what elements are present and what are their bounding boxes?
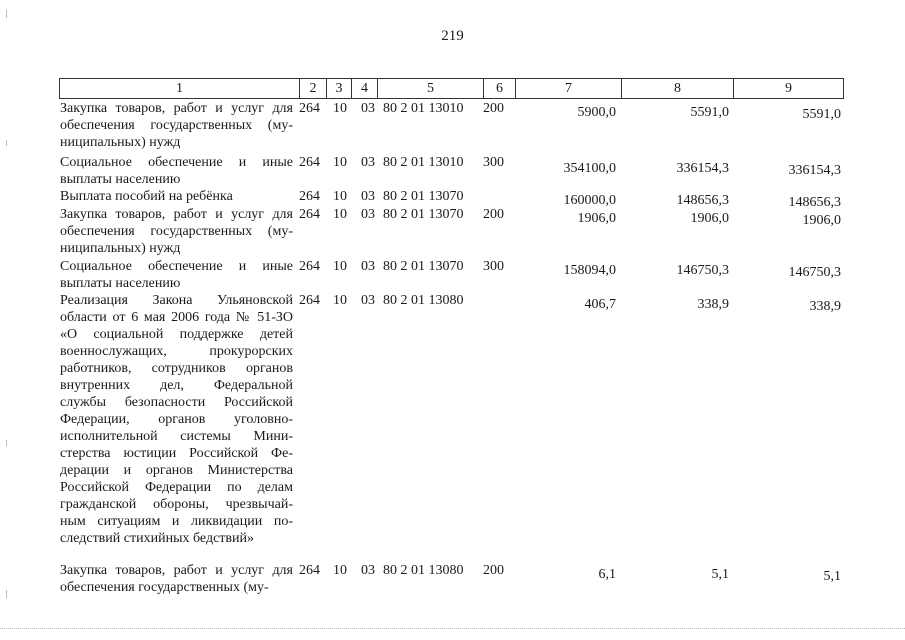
description-line: следствий стихийных бедствий» <box>60 531 255 546</box>
header-col-7: 7 <box>515 78 621 99</box>
description-line: ниципальных) нужд <box>60 135 181 150</box>
description-line: Российской Федерации по делам <box>60 480 293 495</box>
row-code-vr: 200 <box>483 563 504 578</box>
margin-mark <box>6 440 7 446</box>
description-line: Социальное обеспечение и иные <box>60 155 293 170</box>
header-col-1: 1 <box>59 78 299 99</box>
row-code-csr: 80 2 01 13070 <box>383 259 464 274</box>
row-value-col8: 1906,0 <box>690 211 729 226</box>
description-line: Федерации, органов уголовно- <box>60 412 293 427</box>
row-value-col8: 5,1 <box>711 567 729 582</box>
row-value-col8: 148656,3 <box>676 193 729 208</box>
row-code-rz: 10 <box>333 259 347 274</box>
row-code-vr: 200 <box>483 101 504 116</box>
description-line: ным ситуациям и ликвидации по- <box>60 514 293 529</box>
row-value-col9: 338,9 <box>809 299 841 314</box>
row-code-pr: 03 <box>361 189 375 204</box>
row-code-rz: 10 <box>333 189 347 204</box>
row-code-gr: 264 <box>299 189 320 204</box>
description-line: ниципальных) нужд <box>60 241 181 256</box>
description-line: внутренних дел, Федеральной <box>60 378 293 393</box>
row-value-col9: 148656,3 <box>788 195 841 210</box>
header-col-6: 6 <box>483 78 515 99</box>
margin-mark <box>6 10 7 18</box>
row-value-col7: 158094,0 <box>563 263 616 278</box>
row-code-csr: 80 2 01 13080 <box>383 563 464 578</box>
row-value-col7: 1906,0 <box>577 211 616 226</box>
row-code-pr: 03 <box>361 207 375 222</box>
row-description <box>60 100 293 151</box>
row-code-csr: 80 2 01 13070 <box>383 207 464 222</box>
row-code-csr: 80 2 01 13010 <box>383 101 464 116</box>
description-line: Реализация Закона Ульяновской <box>60 293 293 308</box>
row-value-col9: 146750,3 <box>788 265 841 280</box>
row-code-pr: 03 <box>361 259 375 274</box>
row-code-pr: 03 <box>361 101 375 116</box>
row-code-pr: 03 <box>361 563 375 578</box>
header-col-9: 9 <box>733 78 844 99</box>
description-line: «О социальной поддержке детей <box>60 327 293 342</box>
description-line: стерства юстиции Российской Фе- <box>60 446 293 461</box>
row-code-rz: 10 <box>333 563 347 578</box>
description-line: обеспечения государственных (му- <box>60 580 269 595</box>
description-line: Закупка товаров, работ и услуг для <box>60 563 293 578</box>
row-code-gr: 264 <box>299 293 320 308</box>
description-line: области от 6 мая 2006 года № 51-ЗО <box>60 310 293 325</box>
description-line: выплаты населению <box>60 276 181 291</box>
header-col-5: 5 <box>377 78 483 99</box>
row-code-rz: 10 <box>333 207 347 222</box>
description-line: Выплата пособий на ребёнка <box>60 189 233 204</box>
row-code-vr: 300 <box>483 259 504 274</box>
description-line: обеспечения государственных (му- <box>60 224 293 239</box>
description-line: обеспечения государственных (му- <box>60 118 293 133</box>
row-value-col8: 5591,0 <box>690 105 729 120</box>
description-line: военнослужащих, прокурорских <box>60 344 293 359</box>
header-col-3: 3 <box>326 78 351 99</box>
row-value-col9: 5591,0 <box>802 107 841 122</box>
margin-mark <box>6 590 7 598</box>
row-code-csr: 80 2 01 13010 <box>383 155 464 170</box>
description-line: Социальное обеспечение и иные <box>60 259 293 274</box>
row-description <box>60 292 293 547</box>
header-col-2: 2 <box>299 78 326 99</box>
row-code-vr: 300 <box>483 155 504 170</box>
row-code-gr: 264 <box>299 207 320 222</box>
row-description <box>60 258 293 292</box>
margin-mark <box>6 140 7 146</box>
row-value-col7: 354100,0 <box>563 161 616 176</box>
row-code-gr: 264 <box>299 101 320 116</box>
row-description <box>60 154 293 188</box>
row-code-pr: 03 <box>361 293 375 308</box>
row-code-vr: 200 <box>483 207 504 222</box>
row-code-csr: 80 2 01 13070 <box>383 189 464 204</box>
description-line: службы безопасности Российской <box>60 395 293 410</box>
row-description <box>60 188 293 205</box>
row-code-rz: 10 <box>333 293 347 308</box>
row-value-col9: 5,1 <box>823 569 841 584</box>
header-col-8: 8 <box>621 78 733 99</box>
row-value-col7: 160000,0 <box>563 193 616 208</box>
row-code-gr: 264 <box>299 563 320 578</box>
row-value-col8: 336154,3 <box>676 161 729 176</box>
description-line: исполнительной системы Мини- <box>60 429 293 444</box>
row-value-col7: 6,1 <box>598 567 616 582</box>
row-description <box>60 206 293 257</box>
row-code-rz: 10 <box>333 155 347 170</box>
table-header <box>59 78 844 99</box>
header-col-4: 4 <box>351 78 377 99</box>
description-line: Закупка товаров, работ и услуг для <box>60 101 293 116</box>
page-edge <box>0 628 905 630</box>
page-number: 219 <box>441 28 464 44</box>
row-code-pr: 03 <box>361 155 375 170</box>
description-line: работников, сотрудников органов <box>60 361 293 376</box>
description-line: Закупка товаров, работ и услуг для <box>60 207 293 222</box>
row-value-col7: 406,7 <box>584 297 616 312</box>
row-code-gr: 264 <box>299 259 320 274</box>
row-code-csr: 80 2 01 13080 <box>383 293 464 308</box>
row-value-col8: 146750,3 <box>676 263 729 278</box>
row-value-col9: 336154,3 <box>788 163 841 178</box>
row-value-col9: 1906,0 <box>802 213 841 228</box>
row-description <box>60 562 293 596</box>
row-code-gr: 264 <box>299 155 320 170</box>
row-value-col7: 5900,0 <box>577 105 616 120</box>
description-line: выплаты населению <box>60 172 181 187</box>
description-line: гражданской обороны, чрезвычай- <box>60 497 293 512</box>
row-code-rz: 10 <box>333 101 347 116</box>
description-line: дерации и органов Министерства <box>60 463 293 478</box>
row-value-col8: 338,9 <box>697 297 729 312</box>
